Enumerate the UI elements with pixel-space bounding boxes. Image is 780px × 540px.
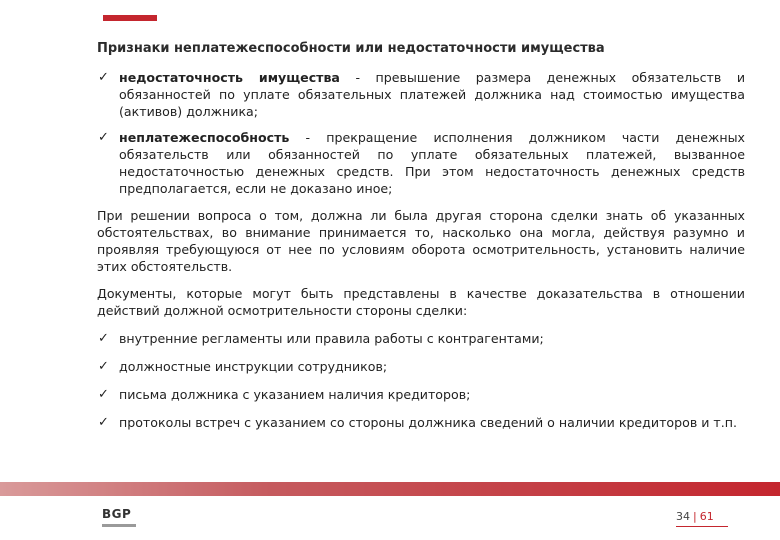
logo-underline <box>102 524 136 527</box>
document-item <box>97 358 745 375</box>
check-icon: ✓ <box>98 70 109 85</box>
company-logo <box>102 507 136 527</box>
document-item-text: письма должника с указанием наличия кредиторов; <box>119 387 471 402</box>
title-accent-bar <box>103 15 157 21</box>
paragraph-due-diligence: При решении вопроса о том, должна ли была другая сторона сделки знать об указанных обстоятельствах, во внимание принимается то, насколько она могла, действуя разумно и проявляя требующуюся от нее по условиям оборота осмотрительность, установить наличие этих обстоятельств. <box>97 208 745 274</box>
document-item-text: внутренние регламенты или правила работы с контрагентами; <box>119 331 544 346</box>
footer-stripe <box>0 482 780 496</box>
document-item-text: протоколы встреч с указанием со стороны должника сведений о наличии кредиторов и т.п. <box>119 415 738 430</box>
definition-term: неплатежеспособность <box>119 130 290 145</box>
check-icon: ✓ <box>98 415 109 430</box>
page-total: 61 <box>699 510 714 523</box>
definition-item <box>97 129 745 197</box>
check-icon: ✓ <box>98 387 109 402</box>
definition-term: недостаточность имущества <box>119 70 340 85</box>
page-current: 34 <box>676 510 690 523</box>
logo-text: BGP <box>102 507 132 521</box>
page-number-rule <box>676 526 728 527</box>
slide-content <box>97 69 745 431</box>
document-item <box>97 414 745 431</box>
check-icon: ✓ <box>98 331 109 346</box>
check-icon: ✓ <box>98 130 109 145</box>
page-number <box>676 510 714 523</box>
definition-text: - превышение размера денежных обязательств и обязанностей по уплате обязательных платежей должника над стоимостью имущества (активов) должника; <box>119 70 746 119</box>
check-icon: ✓ <box>98 359 109 374</box>
definition-text: - прекращение исполнения должником части денежных обязательств или обязанностей по уплате обязательных платежей, вызванное недостаточностью денежных средств. При этом недостаточность денежных средств предполагается, если не доказано иное; <box>119 130 745 196</box>
page-separator: | <box>693 510 697 523</box>
definition-item <box>97 69 745 120</box>
document-item <box>97 386 745 403</box>
slide-title: Признаки неплатежеспособности или недостаточности имущества <box>97 41 605 56</box>
document-item-text: должностные инструкции сотрудников; <box>119 359 388 374</box>
document-item <box>97 330 745 347</box>
paragraph-documents-intro: Документы, которые могут быть представлены в качестве доказательства в отношении действий должной осмотрительности стороны сделки: <box>97 286 745 318</box>
